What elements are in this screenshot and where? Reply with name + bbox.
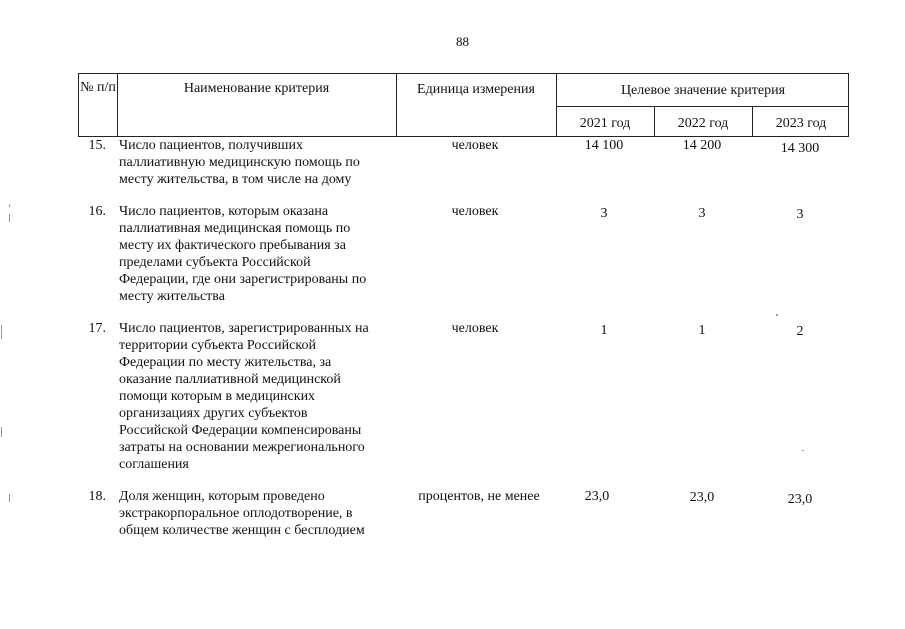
table-header (78, 73, 849, 137)
unit-of-measure: человек (451, 321, 499, 336)
value-2023: 2 (796, 324, 804, 339)
header-year-2023: 2023 год (775, 116, 827, 131)
scan-speck (9, 494, 10, 502)
header-unit: Единица измерения (417, 82, 535, 97)
row-number: 17. (88, 321, 106, 336)
scan-speck (776, 314, 778, 316)
criterion-name: Число пациентов, зарегистрированных на территории субъекта Российской Федерации по месту жительства, за оказание паллиативной медицинской помощи которым в медицинских организациях других субъектов Российской Федерации компенсированы затраты на основании межрегионального соглашения (119, 321, 369, 472)
value-2023: 3 (796, 207, 804, 222)
header-divider (556, 106, 848, 107)
header-year-2022: 2022 год (677, 116, 729, 131)
header-target: Целевое значение критерия (620, 83, 786, 98)
unit-of-measure: человек (451, 204, 499, 219)
value-2021: 1 (600, 323, 608, 338)
header-name: Наименование критерия (183, 81, 330, 96)
unit-of-measure: человек (451, 138, 499, 153)
value-2021: 23,0 (584, 489, 610, 504)
value-2021: 3 (600, 206, 608, 221)
value-2022: 14 200 (682, 138, 722, 153)
header-num: № п/п (80, 80, 116, 95)
criterion-name: Доля женщин, которым проведено экстракорпоральное оплодотворение, в общем количестве женщин с бесплодием (119, 489, 365, 538)
value-2023: 14 300 (780, 141, 820, 156)
row-number: 15. (88, 138, 106, 153)
scan-speck (9, 214, 10, 222)
criterion-name: Число пациентов, получивших паллиативную медицинскую помощь по месту жительства, в том числе на дому (119, 138, 360, 187)
header-year-2021: 2021 год (579, 116, 631, 131)
value-2022: 23,0 (689, 490, 715, 505)
value-2023: 23,0 (787, 492, 813, 507)
scan-speck (1, 427, 2, 437)
row-number: 18. (88, 489, 106, 504)
scan-speck (9, 204, 10, 207)
value-2022: 3 (698, 206, 706, 221)
unit-of-measure: процентов, не менее (418, 489, 540, 504)
scan-speck (802, 450, 804, 451)
page-number: 88 (456, 34, 469, 49)
criterion-name: Число пациентов, которым оказана паллиативная медицинская помощь по месту их фактического пребывания за пределами субъекта Российской Федерации, где они зарегистрированы по месту жительства (119, 204, 367, 304)
scan-speck (1, 325, 2, 339)
row-number: 16. (88, 204, 106, 219)
value-2022: 1 (698, 323, 706, 338)
value-2021: 14 100 (584, 138, 624, 153)
